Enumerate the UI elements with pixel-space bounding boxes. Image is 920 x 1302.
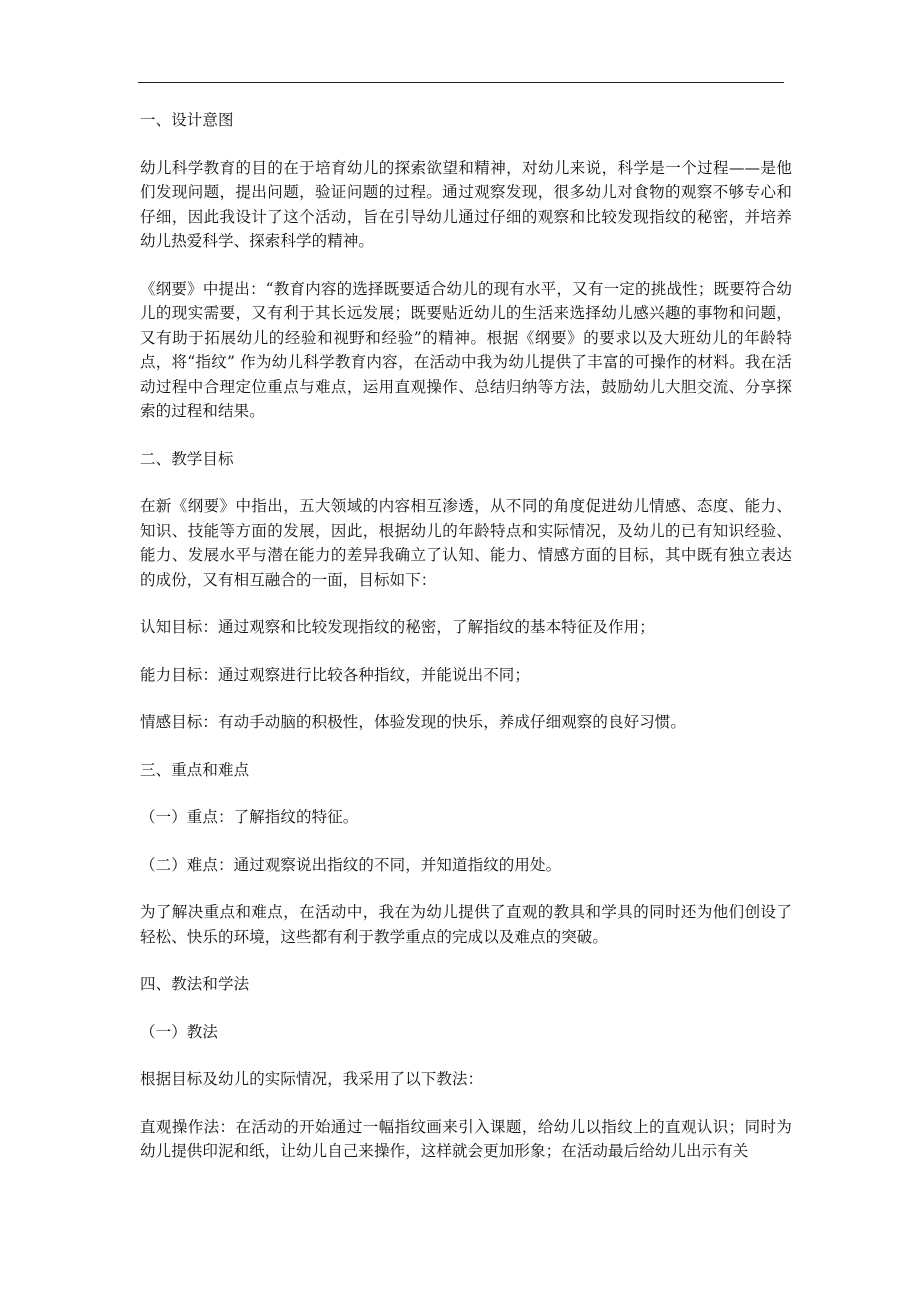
paragraph-teaching-goals: 在新《纲要》中指出，五大领域的内容相互渗透，从不同的角度促进幼儿情感、态度、能力、知识、技能等方面的发展，因此，根据幼儿的年龄特点和实际情况，及幼儿的已有知识经验、能力、发展水平与潜在能力的差异我确立了认知、能力、情感方面的目标，其中既有独立表达的成份，又有相互融合的一面，目标如下：: [140, 497, 792, 589]
section-heading-key-points: 三、重点和难点: [140, 760, 250, 779]
goal-ability: 能力目标：通过观察进行比较各种指纹，并能说出不同；: [140, 665, 531, 684]
paragraph-design-intent-1: 幼儿科学教育的目的在于培育幼儿的探索欲望和精神，对幼儿来说，科学是一个过程——是他们发现问题，提出问题，验证问题的过程。通过观察发现，很多幼儿对食物的观察不够专心和仔细，因此我设计了这个活动，旨在引导幼儿通过仔细的观察和比较发现指纹的秘密，并培养幼儿热爱科学、探索科学的精神。: [140, 158, 792, 250]
section-heading-teaching-goals: 二、教学目标: [140, 449, 234, 468]
difficult-point: （二）难点：通过观察说出指纹的不同，并知道指纹的用处。: [140, 855, 562, 874]
paragraph-methods-intro: 根据目标及幼儿的实际情况，我采用了以下教法：: [140, 1070, 484, 1088]
goal-cognitive: 认知目标：通过观察和比较发现指纹的秘密，了解指纹的基本特征及作用；: [140, 618, 655, 636]
key-point: （一）重点：了解指纹的特征。: [140, 808, 359, 826]
header-rule: [138, 82, 784, 83]
paragraph-direct-operation: 直观操作法：在活动的开始通过一幅指纹画来引入课题，给幼儿以指纹上的直观认识；同时为幼儿提供印泥和纸，让幼儿自己来操作，这样就会更加形象；在活动最后给幼儿出示有关: [140, 1117, 792, 1160]
subheading-teaching-method: （一）教法: [140, 1022, 219, 1041]
section-heading-methods: 四、教法和学法: [140, 975, 250, 993]
section-heading-design-intent: 一、设计意图: [140, 111, 234, 129]
paragraph-design-intent-2: 《纲要》中提出：“教育内容的选择既要适合幼儿的现有水平，又有一定的挑战性；既要符合幼儿的现实需要，又有利于其长远发展；既要贴近幼儿的生活来选择幼儿感兴趣的事物和问题，又有助于拓展幼儿的经验和视野和经验”的精神。根据《纲要》的要求以及大班幼儿的年龄特点，将“指纹” 作为幼儿科学教育内容，在活动中我为幼儿提供了丰富的可操作的材料。我在活动过程中合理定位重点与难点，运用直观操作、总结归纳等方法，鼓励幼儿大胆交流、分享探索的过程和结果。: [140, 279, 792, 420]
goal-emotion: 情感目标：有动手动脑的积极性，体验发现的快乐，养成仔细观察的良好习惯。: [140, 713, 687, 731]
paragraph-key-points: 为了解决重点和难点，在活动中，我在为幼儿提供了直观的教具和学具的同时还为他们创设了轻松、快乐的环境，这些都有利于教学重点的完成以及难点的突破。: [140, 903, 792, 946]
document-body: [140, 108, 792, 1187]
